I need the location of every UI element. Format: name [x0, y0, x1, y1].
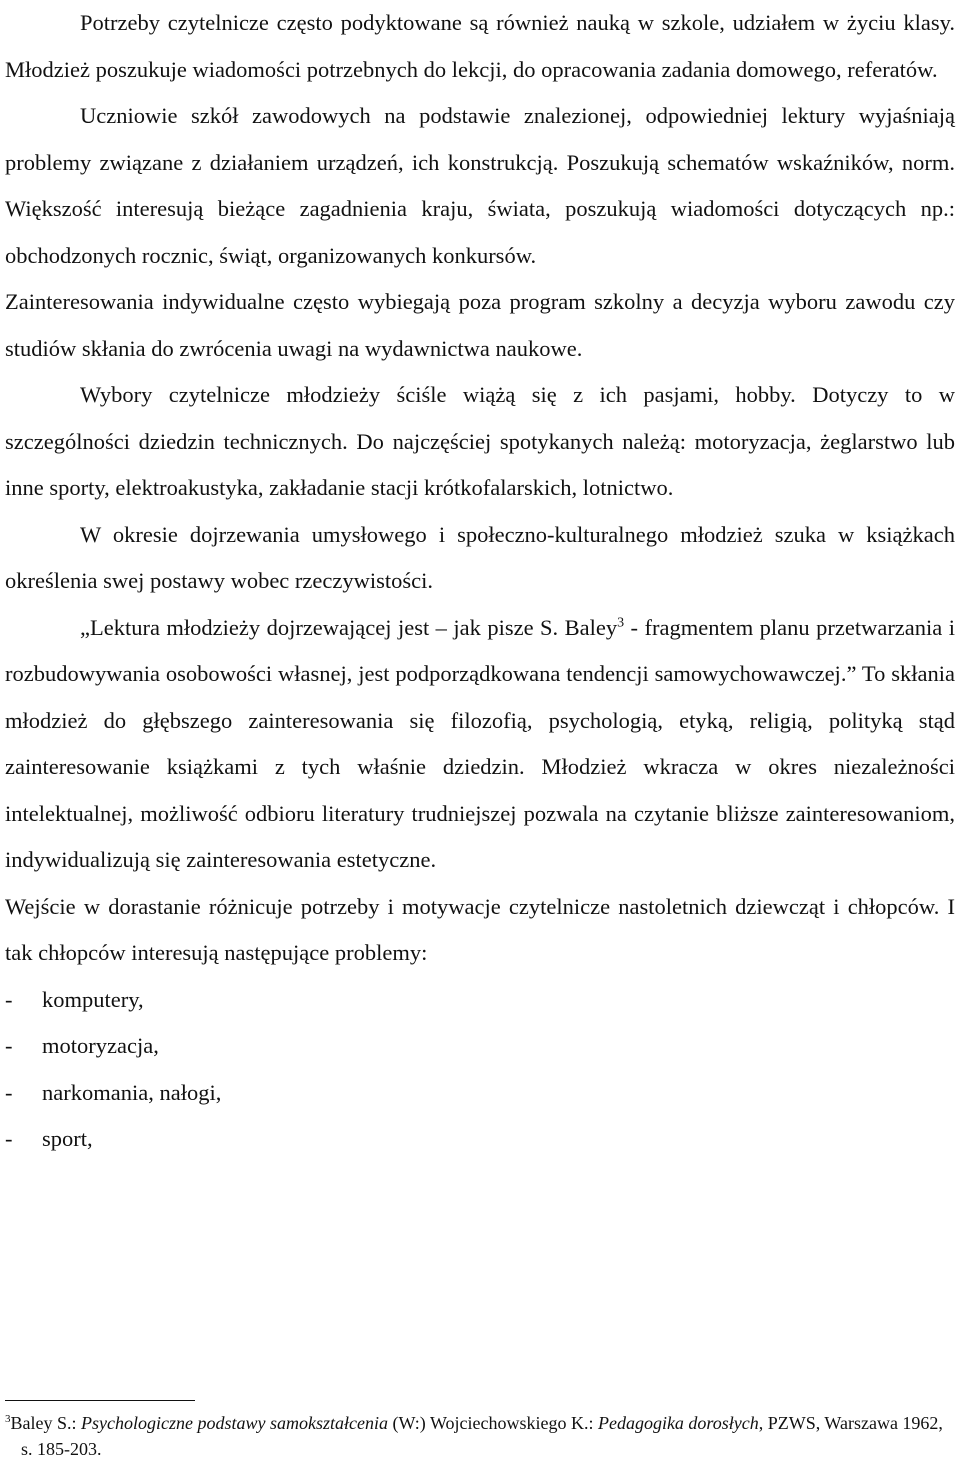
- paragraph-6-quote: [5, 605, 955, 884]
- footnote-3: [5, 1410, 955, 1462]
- footnote-middle: (W:) Wojciechowskiego K.:: [387, 1413, 598, 1433]
- quote-continuation: - fragmentem planu przetwarzania i rozbudowywania osobowości własnej, jest podporządkowana tendencji samowychowawczej.” To skłania młodzież do głębszego zainteresowania się filozofią, psychologią, etyką, religią, polityką stąd zainteresowanie książkami z tych właśnie dziedzin. Młodzież wkracza w okres niezależności intelektualnej, możliwość odbioru literatury trudniejszej pozwala na czytanie bliższe zainteresowaniom, indywidualizują się zainteresowania estetyczne.: [5, 614, 955, 872]
- list-item-text: narkomania, nałogi,: [42, 1079, 222, 1105]
- quote-text: „Lektura młodzieży dojrzewającej jest – jak pisze S. Baley: [80, 614, 618, 640]
- list-item: [5, 1070, 955, 1117]
- list-item-text: sport,: [42, 1126, 93, 1151]
- footnote-title-1: Psychologiczne podstawy samokształcenia: [81, 1413, 388, 1433]
- list-item: [5, 1116, 955, 1163]
- footnote-number: 3: [5, 1413, 11, 1425]
- footnote-title-2: Pedagogika dorosłych: [597, 1413, 759, 1433]
- paragraph-7: Wejście w dorastanie różnicuje potrzeby i motywacje czytelnicze nastoletnich dziewcząt i chłopców. I tak chłopców interesują następujące problemy:: [5, 893, 955, 965]
- list-item-text: komputery,: [42, 986, 144, 1012]
- footnote-reference[interactable]: 3: [617, 615, 625, 630]
- list-dash: -: [5, 1126, 13, 1151]
- paragraph-1: Potrzeby czytelnicze często podyktowane są również nauką w szkole, udziałem w życiu klasy. Młodzież poszukuje wiadomości potrzebnych do lekcji, do opracowania zadania domowego, referatów.: [5, 10, 955, 82]
- list-dash: -: [5, 1033, 13, 1058]
- document-body: [5, 0, 955, 1163]
- paragraph-5: W okresie dojrzewania umysłowego i społeczno-kulturalnego młodzież szuka w książkach określenia swej postawy wobec rzeczywistości.: [5, 521, 955, 593]
- footnote-end: , PZWS, Warszawa 1962, s. 185-203.: [21, 1413, 943, 1459]
- list-dash: -: [5, 1079, 13, 1105]
- paragraph-3: Zainteresowania indywidualne często wybiegają poza program szkolny a decyzja wyboru zawodu czy studiów skłania do zwrócenia uwagi na wydawnictwa naukowe.: [5, 289, 955, 361]
- list-item: [5, 1023, 955, 1070]
- list-item: [5, 977, 955, 1024]
- document-page: [5, 0, 955, 1163]
- footnotes: [5, 1410, 955, 1462]
- list-item-text: motoryzacja,: [42, 1033, 159, 1058]
- paragraph-2: Uczniowie szkół zawodowych na podstawie znalezionej, odpowiedniej lektury wyjaśniają problemy związane z działaniem urządzeń, ich konstrukcją. Poszukują schematów wskaźników, norm. Większość interesują bieżące zagadnienia kraju, świata, poszukują wiadomości dotyczących np.: obchodzonych rocznic, świąt, organizowanych konkursów.: [5, 103, 955, 268]
- footnote-separator: [5, 1400, 195, 1401]
- footnote-author: Baley S.:: [10, 1413, 81, 1433]
- list-dash: -: [5, 986, 13, 1012]
- interests-list: [5, 977, 955, 1163]
- paragraph-4: Wybory czytelnicze młodzieży ściśle wiążą się z ich pasjami, hobby. Dotyczy to w szczególności dziedzin technicznych. Do najczęściej spotykanych należą: motoryzacja, żeglarstwo lub inne sporty, elektroakustyka, zakładanie stacji krótkofalarskich, lotnictwo.: [5, 382, 955, 500]
